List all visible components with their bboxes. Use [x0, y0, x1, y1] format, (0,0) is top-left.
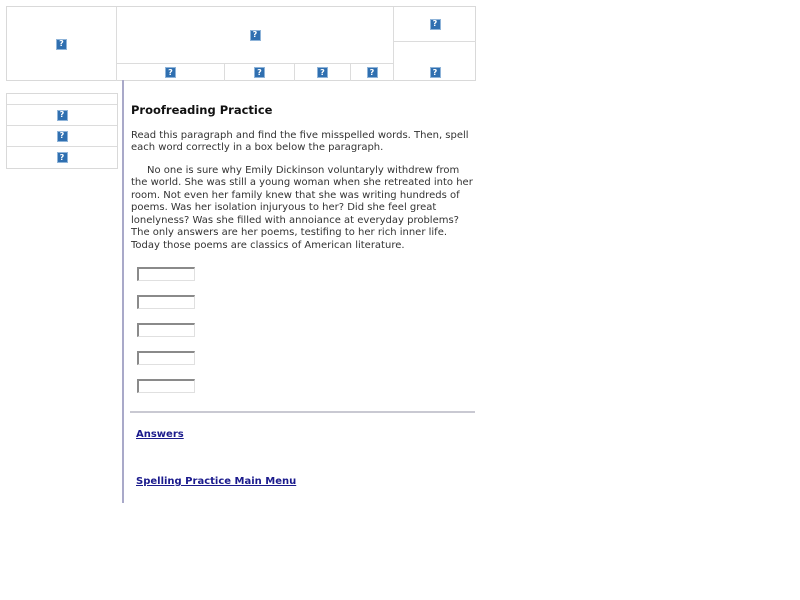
broken-image-icon[interactable]: ?: [165, 67, 176, 78]
nav-item-4[interactable]: [351, 64, 394, 81]
broken-image-icon[interactable]: ?: [56, 39, 67, 50]
sidebar-item-1[interactable]: [7, 105, 117, 126]
page-title: Proofreading Practice: [131, 103, 273, 117]
proofreading-paragraph: No one is sure why Emily Dickinson voluntaryly withdrew from the world. She was still a young woman when she retreated into her room. Not even her family knew that she was writing hundreds of poems. Was her isolation injuryous to her? Did she feel great lonelyness? Was she filled with annoiance at everyday problems? The only answers are her poems, testifing to her rich inner life. Today those poems are classics of American literature.: [131, 164, 473, 251]
vertical-divider: [122, 80, 124, 503]
broken-image-icon[interactable]: ?: [57, 131, 68, 142]
sidebar-item-2[interactable]: [7, 126, 117, 147]
answers-link[interactable]: Answers: [136, 429, 184, 440]
nav-item-5[interactable]: [394, 64, 476, 81]
banner-cell: [117, 7, 394, 64]
broken-image-icon[interactable]: ?: [367, 67, 378, 78]
broken-image-icon[interactable]: ?: [57, 152, 68, 163]
main-menu-link[interactable]: Spelling Practice Main Menu: [136, 476, 297, 487]
logo-cell: [7, 7, 117, 81]
horizontal-divider: [130, 411, 475, 413]
header-banner: [6, 6, 476, 81]
instructions-text: Read this paragraph and find the five misspelled words. Then, spell each word correctly in a box below the paragraph.: [131, 129, 469, 153]
nav-item-1[interactable]: [117, 64, 225, 81]
broken-image-icon[interactable]: ?: [57, 110, 68, 121]
answer-input-4[interactable]: [137, 351, 195, 365]
answer-input-1[interactable]: [137, 267, 195, 281]
top-right-cell: [394, 7, 476, 42]
broken-image-icon[interactable]: ?: [430, 67, 441, 78]
answer-input-2[interactable]: [137, 295, 195, 309]
broken-image-icon[interactable]: ?: [254, 67, 265, 78]
answer-input-5[interactable]: [137, 379, 195, 393]
broken-image-icon[interactable]: ?: [317, 67, 328, 78]
main-content: [131, 104, 476, 252]
sidebar-spacer: [7, 94, 117, 105]
sidebar-item-3[interactable]: [7, 147, 117, 168]
answer-input-3[interactable]: [137, 323, 195, 337]
nav-item-2[interactable]: [225, 64, 295, 81]
sidebar: [6, 93, 118, 169]
nav-item-3[interactable]: [295, 64, 351, 81]
broken-image-icon[interactable]: ?: [430, 19, 441, 30]
broken-image-icon[interactable]: ?: [250, 30, 261, 41]
